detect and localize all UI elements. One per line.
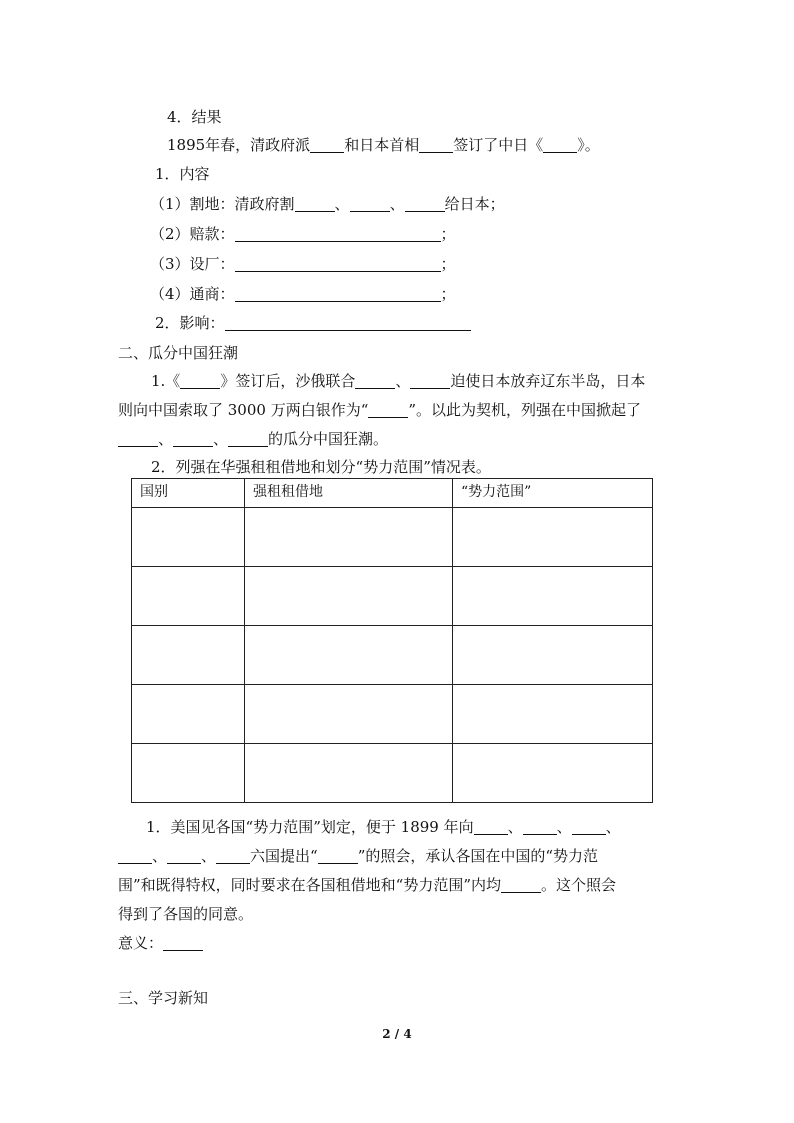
table-row (132, 685, 653, 744)
partition-text-2b: ”。以此为契机，列强在中国掀起了 (408, 401, 642, 419)
concessions-table (131, 478, 653, 803)
content-heading: 1．内容 (155, 165, 210, 183)
open-door-sep-3: 、 (605, 818, 621, 836)
partition-text-1c: 、 (395, 372, 411, 390)
cession-suffix: 给日本； (444, 195, 505, 213)
table-cell[interactable] (132, 567, 245, 626)
factory-label: （3）设厂： (150, 255, 235, 273)
blank-power-1[interactable] (355, 374, 395, 389)
blank-country-3[interactable] (572, 820, 606, 835)
open-door-line-1 (146, 816, 621, 838)
table-cell[interactable] (245, 626, 453, 685)
result-sentence (167, 134, 600, 156)
partition-text-1d: 迫使日本放弃辽东半岛，日本 (450, 372, 646, 390)
blank-influence[interactable] (225, 316, 471, 331)
blank-cession-1[interactable] (295, 197, 335, 212)
open-door-text-2d: ”的照会，承认各国在中国的“势力范 (357, 847, 599, 865)
blank-country-2[interactable] (523, 820, 557, 835)
table-cell[interactable] (453, 508, 653, 567)
table-cell[interactable] (245, 744, 453, 803)
open-door-sep-4: 、 (152, 847, 168, 865)
cession-prefix: （1）割地：清政府割 (150, 195, 295, 213)
result-text-1: 1895年春，清政府派 (167, 136, 311, 154)
result-heading: 4．结果 (167, 108, 222, 126)
open-door-text-1a: 1．美国见各国“势力范围”划定，便于 1899 年向 (146, 818, 474, 836)
blank-treaty[interactable] (543, 138, 577, 153)
open-door-sep-5: 、 (201, 847, 217, 865)
blank-equal-rights[interactable] (501, 878, 541, 893)
table-row (132, 626, 653, 685)
table-cell[interactable] (245, 508, 453, 567)
blank-power-2[interactable] (410, 374, 450, 389)
blank-country-5[interactable] (167, 849, 201, 864)
blank-partition-treaty[interactable] (180, 374, 220, 389)
blank-cession-3[interactable] (405, 197, 445, 212)
table-cell[interactable] (132, 685, 245, 744)
table-row (132, 744, 653, 803)
partition-line-1 (151, 370, 645, 392)
open-door-text-2c: 六国提出“ (250, 847, 318, 865)
blank-cession-2[interactable] (350, 197, 390, 212)
cession-line (150, 193, 505, 215)
table-cell[interactable] (453, 744, 653, 803)
partition-text-1a: 1.《 (151, 372, 181, 390)
table-cell[interactable] (453, 567, 653, 626)
blank-scramble-3[interactable] (228, 432, 268, 447)
blank-redemption[interactable] (368, 403, 408, 418)
partition-text-2a: 则向中国索取了 3000 万两白银作为“ (118, 401, 369, 419)
cession-sep-1: 、 (334, 195, 350, 213)
table-cell[interactable] (453, 626, 653, 685)
open-door-text-3b: 。这个照会 (541, 876, 617, 894)
blank-japan-pm[interactable] (419, 138, 453, 153)
influence-label: 2．影响： (155, 314, 225, 332)
factory-end: ； (440, 255, 456, 273)
open-door-sep-2: 、 (556, 818, 572, 836)
section-three-heading: 三、学习新知 (118, 989, 209, 1007)
cession-sep-2: 、 (389, 195, 405, 213)
meaning-label: 意义： (118, 934, 164, 952)
partition-text-1b: 》签订后，沙俄联合 (220, 372, 356, 390)
blank-scramble-2[interactable] (173, 432, 213, 447)
factory-line (150, 253, 456, 275)
partition-line-3 (118, 428, 388, 450)
blank-country-6[interactable] (216, 849, 250, 864)
influence-line (155, 312, 471, 334)
open-door-text-3a: 围”和既得特权，同时要求在各国租借地和“势力范围”内均 (118, 876, 502, 894)
open-door-line-3 (118, 874, 616, 896)
header-sphere-of-influence: “势力范围” (453, 479, 653, 508)
section-two-heading: 二、瓜分中国狂潮 (118, 344, 239, 362)
partition-text-3b: 、 (213, 430, 229, 448)
open-door-line-2 (118, 845, 598, 867)
indemnity-label: （2）赔款： (150, 225, 235, 243)
indemnity-line (150, 223, 456, 245)
partition-text-3a: 、 (158, 430, 174, 448)
table-row (132, 508, 653, 567)
partition-text-3c: 的瓜分中国狂潮。 (268, 430, 389, 448)
blank-meaning[interactable] (163, 936, 203, 951)
table-caption: 2．列强在华强租租借地和划分“势力范围”情况表。 (151, 458, 491, 476)
blank-country-4[interactable] (118, 849, 152, 864)
table-cell[interactable] (245, 567, 453, 626)
trade-label: （4）通商： (150, 285, 235, 303)
table-cell[interactable] (132, 626, 245, 685)
table-cell[interactable] (132, 744, 245, 803)
partition-line-2 (118, 399, 641, 421)
table-header-row (132, 479, 653, 508)
header-leased-territory: 强租租借地 (245, 479, 453, 508)
open-door-line-4: 得到了各国的同意。 (118, 905, 254, 923)
open-door-sep-1: 、 (507, 818, 523, 836)
blank-indemnity[interactable] (235, 227, 441, 242)
table-cell[interactable] (453, 685, 653, 744)
result-text-4: 》。 (577, 136, 600, 154)
table-cell[interactable] (245, 685, 453, 744)
blank-scramble-1[interactable] (118, 432, 158, 447)
table-cell[interactable] (132, 508, 245, 567)
blank-envoy[interactable] (310, 138, 344, 153)
blank-country-1[interactable] (474, 820, 508, 835)
meaning-line (118, 932, 203, 954)
blank-trade[interactable] (235, 287, 441, 302)
blank-policy-name[interactable] (318, 849, 358, 864)
indemnity-end: ； (440, 225, 456, 243)
page-number: 2 / 4 (382, 1027, 412, 1041)
result-text-3: 签订了中日《 (453, 136, 544, 154)
header-country: 国别 (132, 479, 245, 508)
trade-line (150, 283, 456, 305)
blank-factory[interactable] (235, 257, 441, 272)
result-text-2: 和日本首相 (344, 136, 420, 154)
table-row (132, 567, 653, 626)
trade-end: ； (440, 285, 456, 303)
